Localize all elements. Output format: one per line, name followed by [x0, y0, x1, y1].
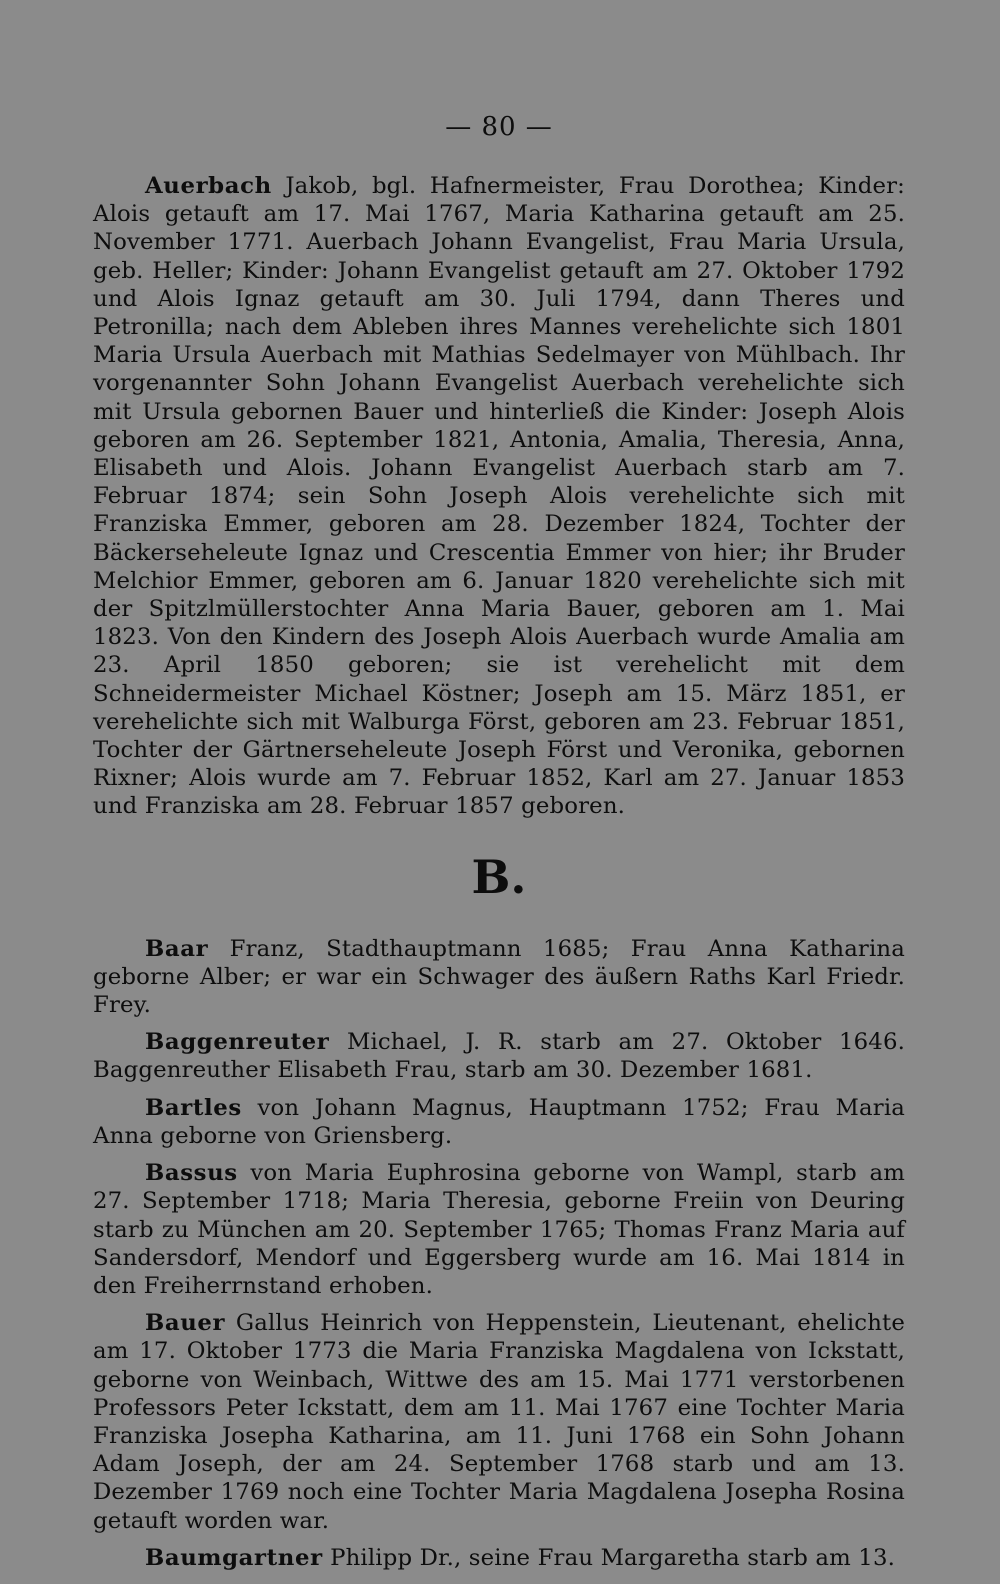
entry-bartles [93, 1094, 905, 1150]
entry-text: Jakob, bgl. Hafnermeister, Frau Dorothea; Kinder: Alois getauft am 17. Mai 1767, Maria Katharina getauft am 25. November 1771. Auerbach Johann Evangelist, Frau Maria Ursula, geb. Heller; Kinder: Johann Evangelist getauft am 27. Oktober 1792 und Alois Ignaz getauft am 30. Juli 1794, dann Theres und Petronilla; nach dem Ableben ihres Mannes verehelichte sich 1801 Maria Ursula Auerbach mit Mathias Sedelmayer von Mühlbach. Ihr vorgenannter Sohn Johann Evangelist Auerbach verehelichte sich mit Ursula gebornen Bauer und hinterließ die Kinder: Joseph Alois geboren am 26. September 1821, Antonia, Amalia, Theresia, Anna, Elisabeth und Alois. Johann Evangelist Auerbach starb am 7. Februar 1874; sein Sohn Joseph Alois verehelichte sich mit Franziska Emmer, geboren am 28. Dezember 1824, Tochter der Bäckerseheleute Ignaz und Crescentia Emmer von hier; ihr Bruder Melchior Emmer, geboren am 6. Januar 1820 verehelichte sich mit der Spitzlmüllerstochter Anna Maria Bauer, geboren am 1. Mai 1823. Von den Kindern des Joseph Alois Auerbach wurde Amalia am 23. April 1850 geboren; sie ist verehelicht mit dem Schneidermeister Michael Köstner; Joseph am 15. März 1851, er verehelichte sich mit Walburga Först, geboren am 23. Februar 1851, Tochter der Gärtnerseheleute Joseph Först und Veronika, gebornen Rixner; Alois wurde am 7. Februar 1852, Karl am 27. Januar 1853 und Franziska am 28. Februar 1857 geboren. [93, 173, 905, 820]
entry-text: Michael, J. R. starb am 27. Oktober 1646. Baggenreuther Elisabeth Frau, starb am 30. Dezember 1681. [93, 1029, 905, 1084]
entry-text: von Johann Magnus, Hauptmann 1752; Frau Maria Anna geborne von Griensberg. [93, 1094, 905, 1149]
entry-head: Baar [145, 935, 209, 962]
entry-head: Bassus [145, 1160, 238, 1187]
entry-baggenreuter [93, 1028, 905, 1084]
entry-head: Baumgartner [145, 1544, 323, 1571]
entry-auerbach [93, 172, 905, 821]
document-page [93, 112, 905, 1572]
entry-bauer [93, 1309, 905, 1535]
entry-baar [93, 935, 905, 1020]
entry-head: Bartles [145, 1094, 242, 1121]
page-number: — 80 — [445, 112, 553, 142]
entry-head: Auerbach [145, 173, 272, 199]
entry-baumgartner [93, 1544, 905, 1572]
entry-bassus [93, 1159, 905, 1300]
entry-head: Bauer [145, 1310, 226, 1337]
section-letter-b: B. [471, 849, 527, 904]
entry-text: Gallus Heinrich von Heppenstein, Lieutenant, ehelichte am 17. Oktober 1773 die Maria Franziska Magdalena von Ickstatt, geborne von Weinbach, Wittwe des am 15. Mai 1771 verstorbenen Professors Peter Ickstatt, dem am 11. Mai 1767 eine Tochter Maria Franziska Josepha Katharina, am 11. Juni 1768 ein Sohn Johann Adam Joseph, der am 24. September 1768 starb und am 13. Dezember 1769 noch eine Tochter Maria Magdalena Josepha Rosina getauft worden war. [93, 1310, 905, 1534]
entry-text: von Maria Euphrosina geborne von Wampl, starb am 27. September 1718; Maria Theresia, geborne Freiin von Deuring starb zu München am 20. September 1765; Thomas Franz Maria auf Sandersdorf, Mendorf und Eggersberg wurde am 16. Mai 1814 in den Freiherrnstand erhoben. [93, 1160, 905, 1299]
entry-head: Baggenreuter [145, 1029, 330, 1056]
entry-text: Philipp Dr., seine Frau Margaretha starb am 13. [330, 1544, 895, 1571]
entry-text: Franz, Stadthauptmann 1685; Frau Anna Katharina geborne Alber; er war ein Schwager des äußern Raths Karl Friedr. Frey. [93, 935, 905, 1019]
